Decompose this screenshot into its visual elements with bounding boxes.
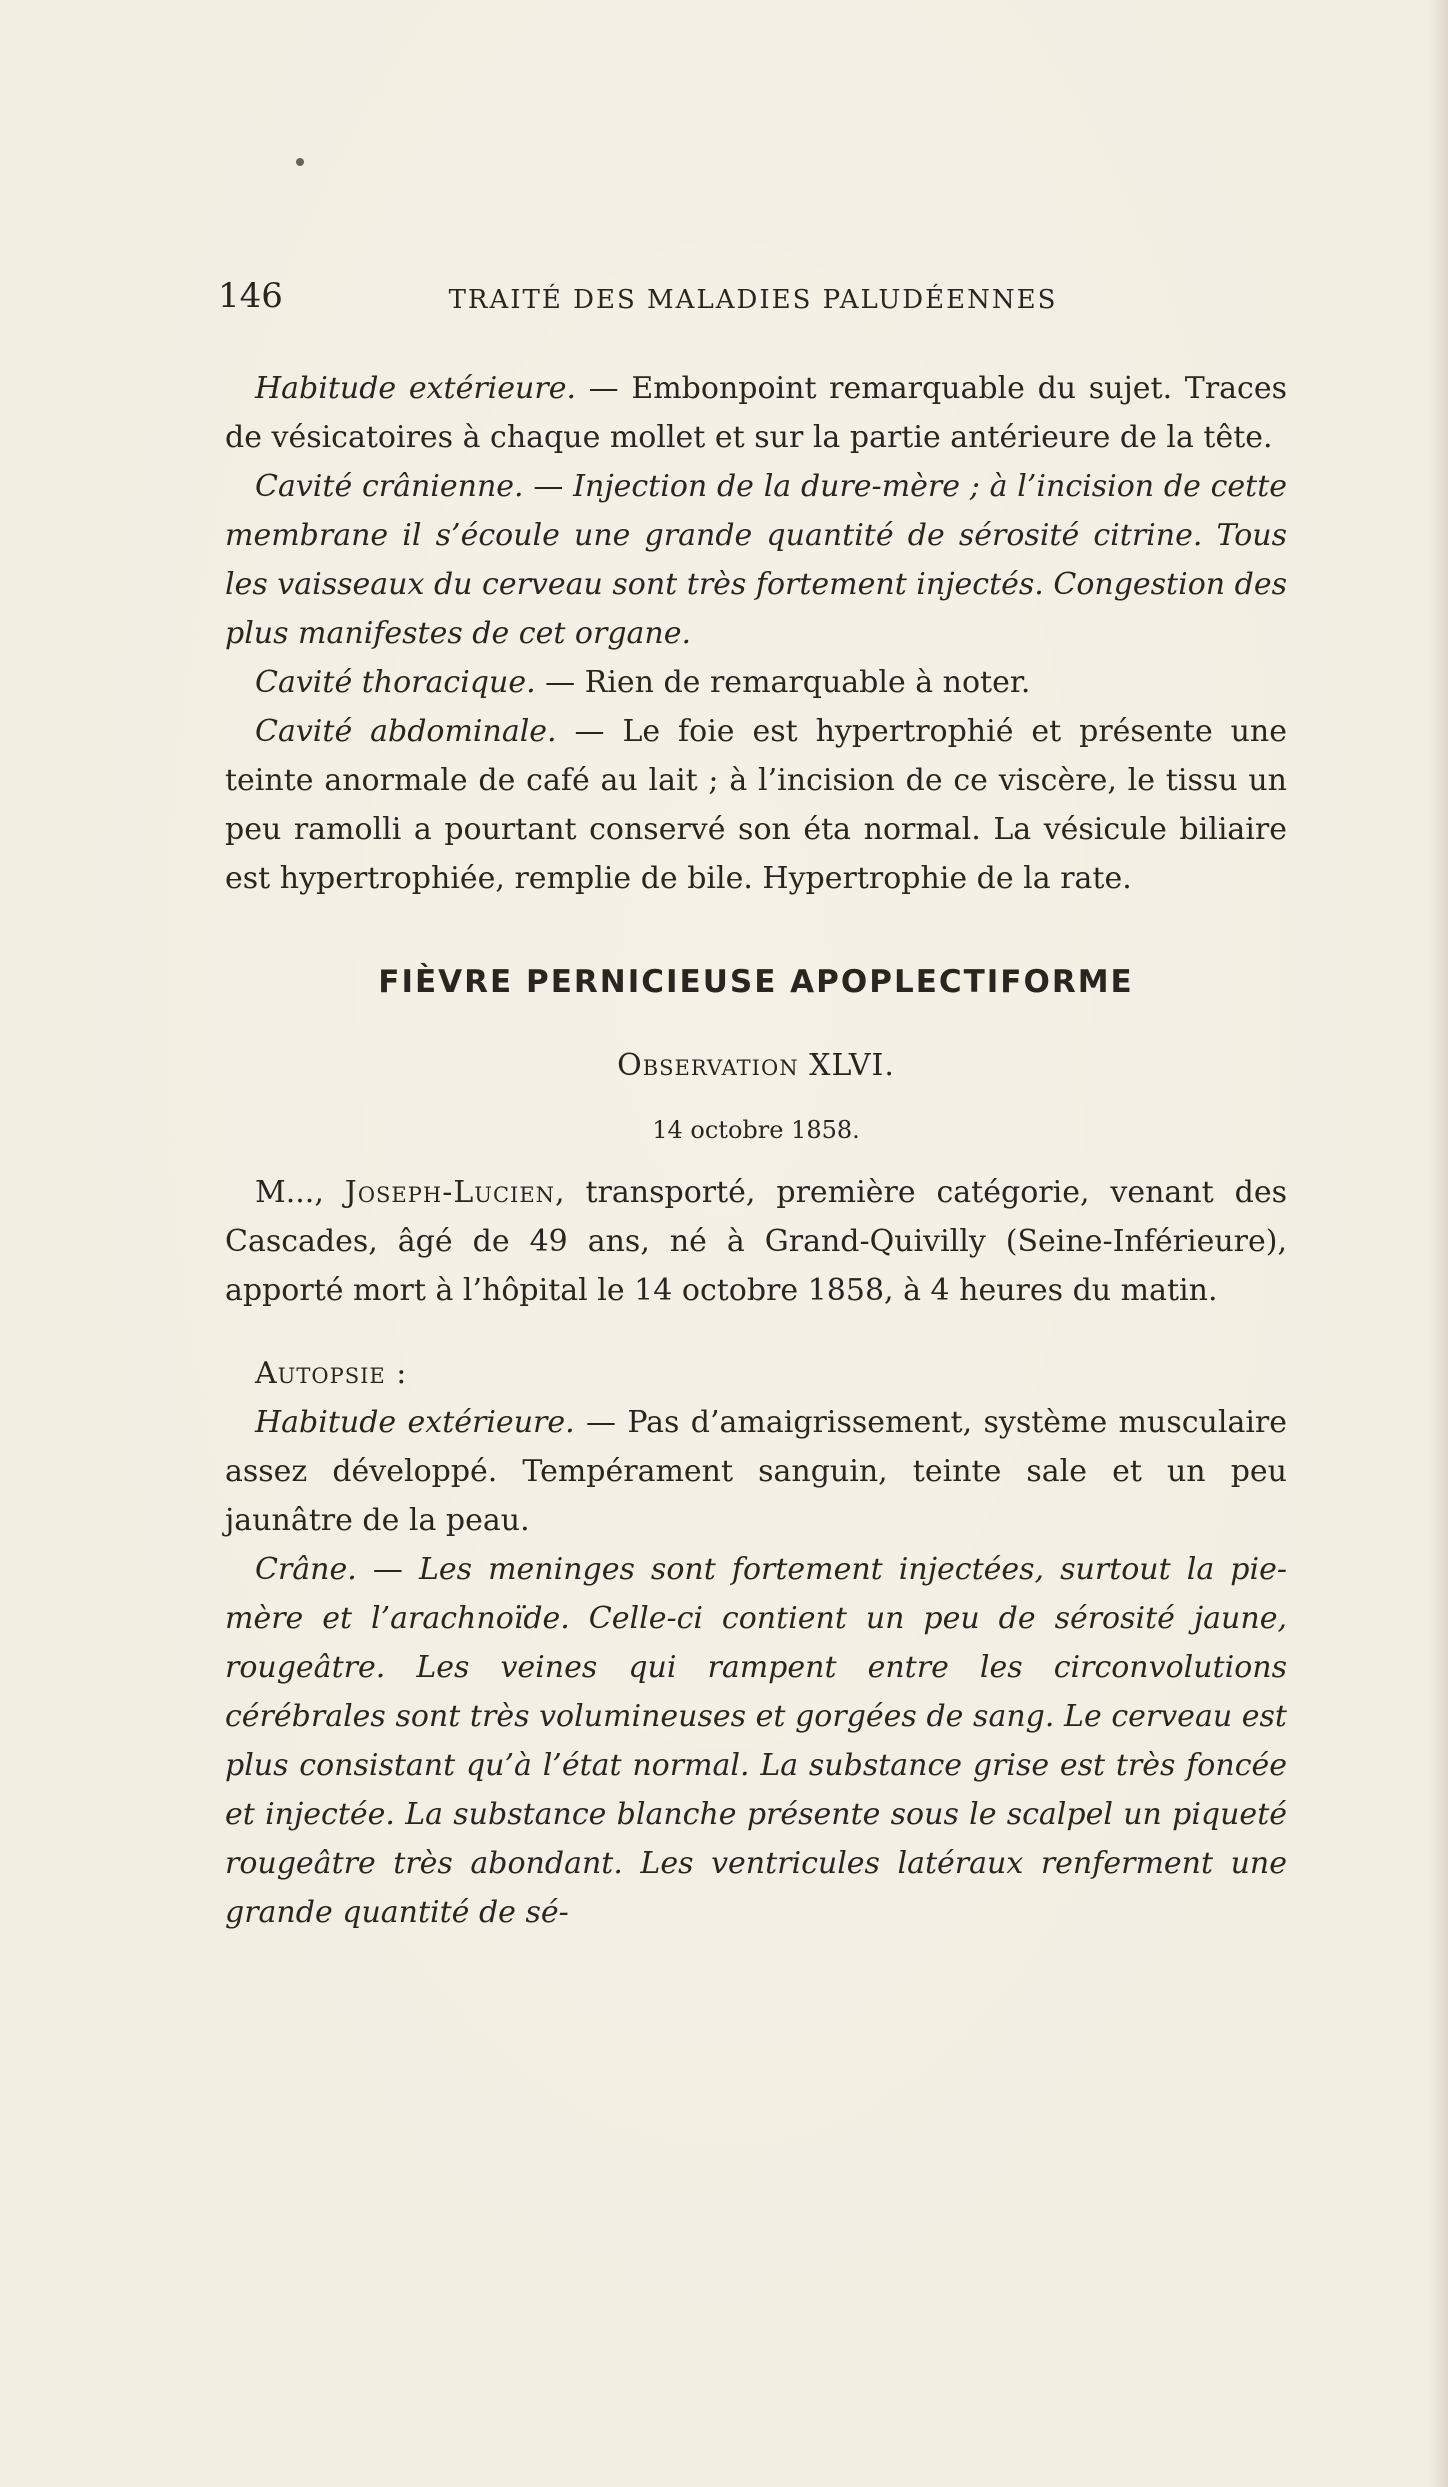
paragraph-cavite-thoracique [225,658,1287,707]
spacer [225,1150,1287,1168]
paragraph-cavite-cranienne [225,462,1287,658]
paragraph-habitude-exterieure-1 [225,364,1287,462]
running-title: TRAITÉ DES MALADIES PALUDÉENNES [448,285,1058,315]
paragraph-lead: Cavité thoracique. [255,665,536,700]
paragraph-patient [225,1168,1287,1315]
autopsie-label-line [225,1349,1287,1398]
observation-heading: Observation XLVI. [617,1048,895,1083]
ink-dot [296,158,304,166]
paragraph-habitude-exterieure-2 [225,1398,1287,1545]
paragraph-text: — Embonpoint remarquable du sujet. Traces de vésicatoires à chaque mollet et sur la partie antérieure de la tête. [225,371,1287,455]
paragraph-text: — Le foie est hypertrophié et présente une teinte anormale de café au lait ; à l’incision de ce viscère, le tissu un peu ramolli a pourtant conservé son éta normal. La vésicule biliaire est hypertrophiée, remplie de bile. Hypertrophie de la rate. [225,714,1288,896]
patient-initial: M..., [255,1175,345,1210]
section-title: FIÈVRE PERNICIEUSE APOPLECTIFORME [378,964,1134,1000]
observation-date: 14 octobre 1858. [652,1116,860,1144]
paragraph-text: Les meninges sont fortement injectées, surtout la pie-mère et l’arachnoïde. Celle-ci contient un peu de sérosité jaune, rougeâtre. Les veines qui rampent entre les circonvolutions cérébrales sont très volumineuses et gorgées de sang. Le cerveau est plus consistant qu’à l’état normal. La substance grise est très foncée et injectée. La substance blanche présente sous le scalpel un piqueté rougeâtre très abondant. Les ventricules latéraux renferment une grande quantité de sé- [225,1552,1287,1930]
paragraph-lead: Cavité crânienne. [255,469,524,504]
autopsie-label: Autopsie : [255,1356,408,1391]
patient-name: Joseph-Lucien [344,1175,556,1210]
paragraph-dash: — [523,469,574,504]
paragraph-cavite-abdominale [225,707,1287,903]
paragraph-text: Injection de la dure-mère ; à l’incision de cette membrane il s’écoule une grande quantité de sérosité citrine. Tous les vaisseaux du cerveau sont très fortement injectés. Congestion des plus manifestes de cet organe. [225,469,1288,651]
paragraph-text: — Rien de remarquable à noter. [535,665,1031,700]
paragraph-lead: Cavité abdominale. [255,714,557,749]
page-header [218,276,1288,324]
paragraph-lead: Crâne. [255,1552,357,1587]
page-body [225,364,1287,1937]
page-number: 146 [218,276,283,316]
spacer [225,1315,1287,1349]
paragraph-lead: Habitude extérieure. [255,371,576,406]
paragraph-crane [225,1545,1287,1937]
paragraph-lead: Habitude extérieure. [255,1405,575,1440]
paragraph-text: — Pas d’amaigrissement, système musculaire assez développé. Tempérament sanguin, teinte sale et un peu jaunâtre de la peau. [225,1405,1288,1538]
paragraph-dash: — [356,1552,419,1587]
paragraph-text: , transporté, première catégorie, venant des Cascades, âgé de 49 ans, né à Grand-Quivilly (Seine-Inférieure), apporté mort à l’hôpital le 14 octobre 1858, à 4 heures du matin. [225,1175,1287,1308]
page-edge-shadow [1430,0,1448,2487]
